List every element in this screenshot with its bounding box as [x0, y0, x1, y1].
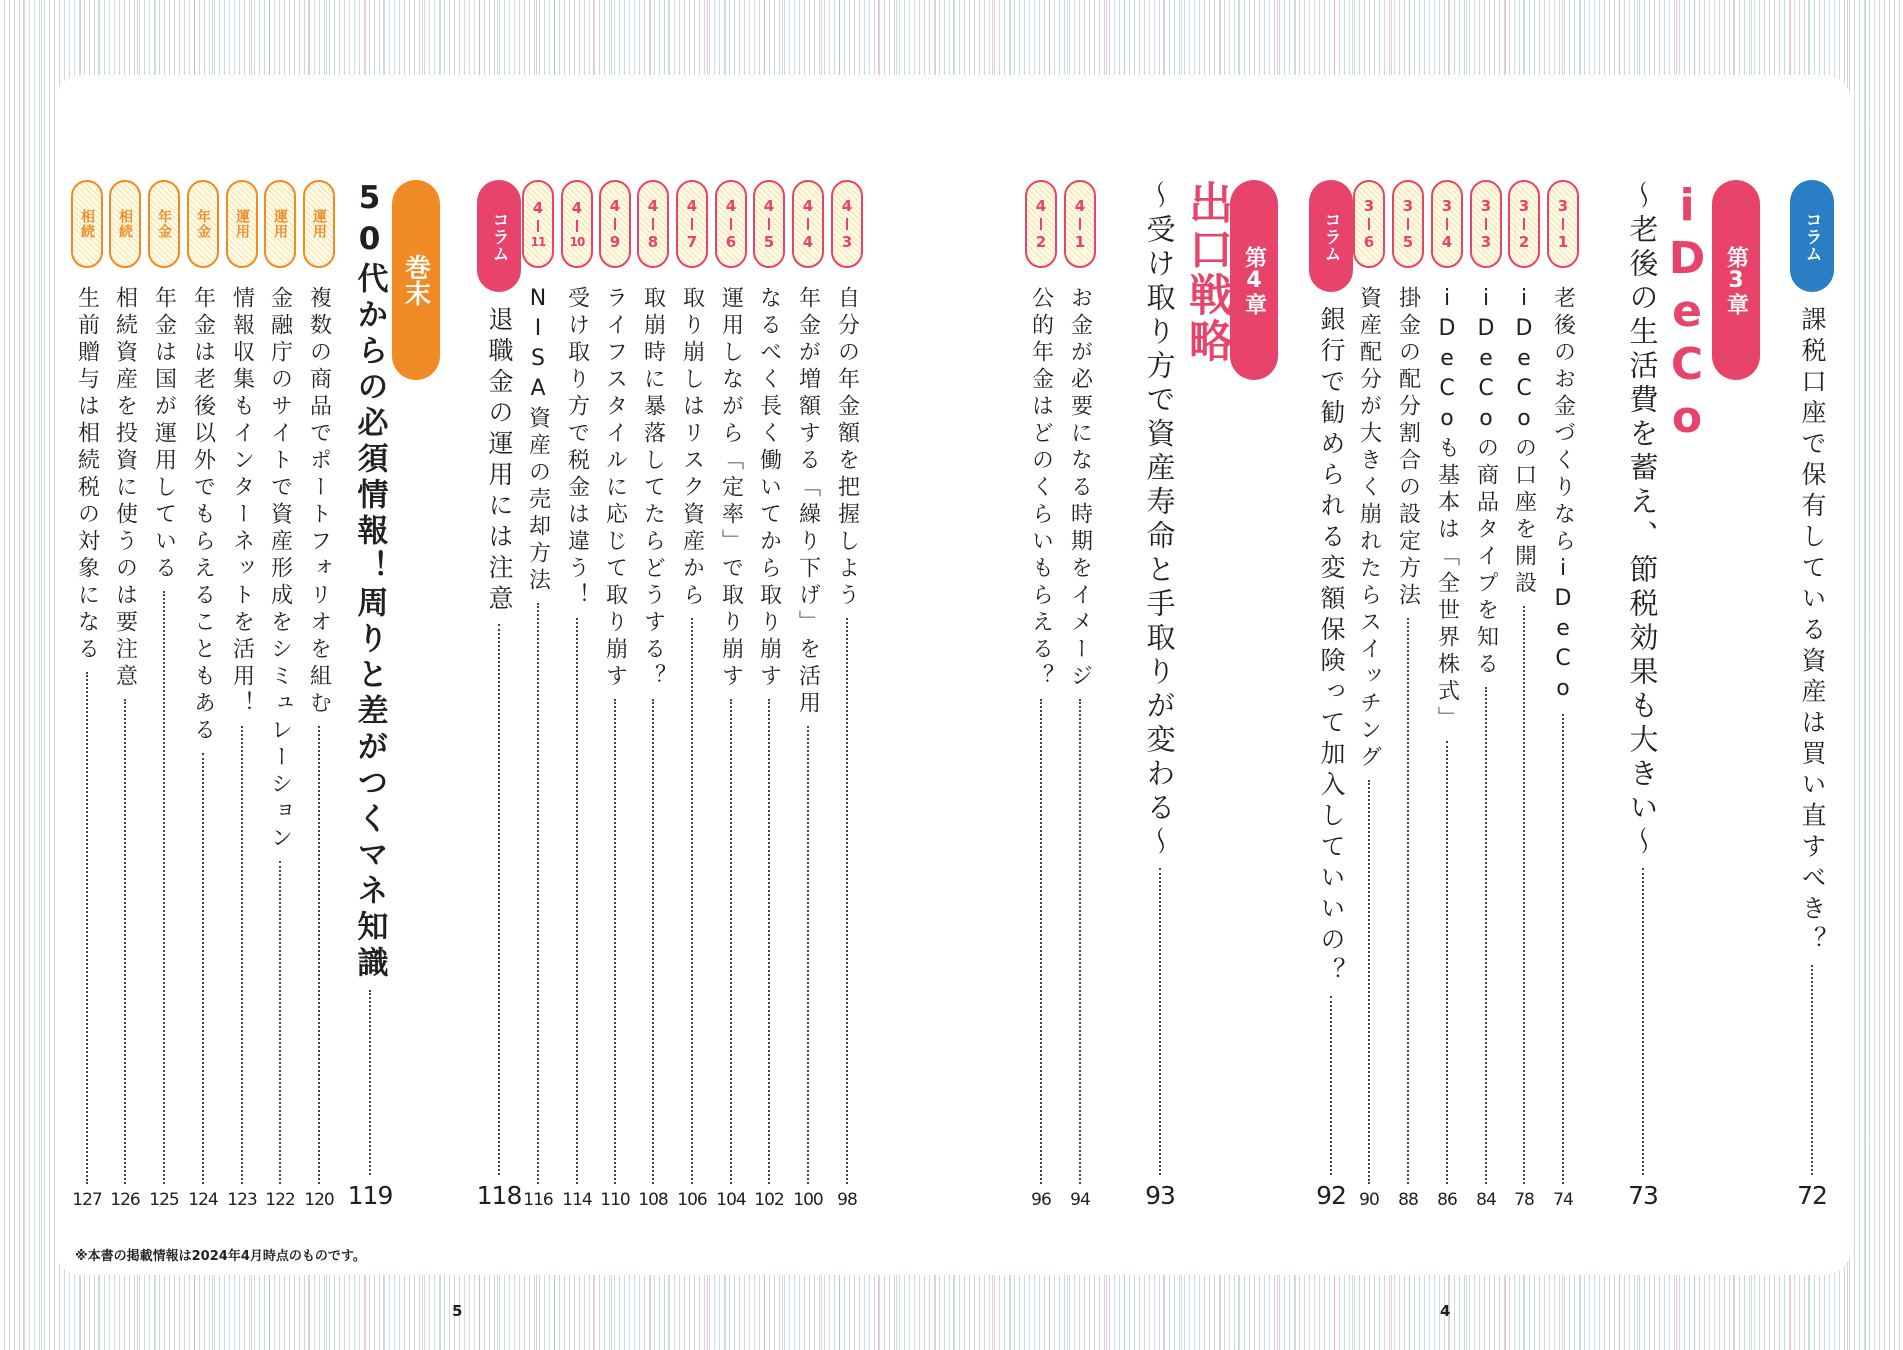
page-number: 86 [1437, 1190, 1457, 1210]
chapter-badge: 第4章 [1230, 180, 1278, 380]
separator [652, 218, 654, 230]
page-number: 120 [304, 1190, 334, 1210]
chapter-subtitle: ～受け取り方で資産寿命と手取りが変わる～ [1142, 180, 1177, 860]
section-minor: 4 [802, 233, 814, 251]
page-number: 88 [1398, 1190, 1418, 1210]
entry-title: 運用しながら「定率」で取り崩す [718, 286, 744, 691]
dotted-leader [124, 699, 126, 1184]
section-major: 4 [686, 197, 698, 215]
category-badge [226, 180, 258, 268]
dotted-leader [1485, 687, 1487, 1184]
page-number: 94 [1070, 1190, 1090, 1210]
entry-title: 取崩時に暴落してたらどうする？ [640, 286, 666, 691]
dotted-leader [652, 699, 654, 1184]
dotted-leader [1523, 606, 1525, 1184]
section-minor: 6 [1363, 233, 1375, 251]
separator [1523, 218, 1525, 230]
page-number: 123 [227, 1190, 257, 1210]
page-number-left: 5 [452, 1302, 463, 1320]
entry-title: 生前贈与は相続税の対象になる [74, 286, 100, 664]
entry-title: ライフスタイルに応じて取り崩す [602, 286, 628, 691]
dotted-leader [163, 591, 165, 1184]
section-minor: 3 [1480, 233, 1492, 251]
section-major: 4 [647, 197, 659, 215]
dotted-leader [1642, 868, 1644, 1175]
page-number: 93 [1145, 1181, 1175, 1210]
page-number: 106 [677, 1190, 707, 1210]
dotted-leader [1040, 699, 1042, 1184]
category-badge [187, 180, 219, 268]
dotted-leader [202, 753, 204, 1184]
section-major: 4 [725, 197, 737, 215]
entry-title: 複数の商品でポートフォリオを組む [306, 286, 332, 718]
entry-title: 自分の年金額を把握しよう [834, 286, 860, 610]
separator [691, 218, 693, 230]
category-label: 年金 [156, 209, 172, 239]
category-badge [148, 180, 180, 268]
section-minor: 1 [1074, 233, 1086, 251]
section-number-badge [1025, 180, 1057, 268]
entry-title: お金が必要になる時期をイメージ [1067, 286, 1093, 691]
separator [1368, 218, 1370, 230]
category-badge [303, 180, 335, 268]
separator [537, 220, 539, 232]
category-badge [264, 180, 296, 268]
section-number-badge [1064, 180, 1096, 268]
category-badge [109, 180, 141, 268]
page-number: 98 [837, 1190, 857, 1210]
page-number: 124 [188, 1190, 218, 1210]
entry-title: 老後のお金づくりならiDeCo [1550, 286, 1576, 706]
separator [768, 218, 770, 230]
dotted-leader [730, 699, 732, 1184]
entry-title: 年金は老後以外でもらえることもある [190, 286, 216, 745]
page-number: 125 [149, 1190, 179, 1210]
section-minor: 9 [609, 233, 621, 251]
chapter-badge-column [391, 180, 441, 1210]
dotted-leader [576, 618, 578, 1184]
section-number-badge [599, 180, 631, 268]
separator [576, 220, 578, 232]
chapter-subtitle-link[interactable] [1135, 180, 1185, 1210]
page-number: 110 [600, 1190, 630, 1210]
separator [614, 218, 616, 230]
dotted-leader [86, 672, 88, 1184]
entry-title: 年金は国が運用している [151, 286, 177, 583]
chapter-title: iDeCo [1661, 180, 1713, 445]
section-major: 4 [1035, 197, 1047, 215]
section-major: 4 [532, 199, 544, 217]
dotted-leader [537, 603, 539, 1184]
section-number-badge [753, 180, 785, 268]
section-minor: 10 [569, 235, 585, 249]
dotted-leader [241, 726, 243, 1184]
section-minor: 4 [1441, 233, 1453, 251]
entry-title: 受け取り方で税金は違う！ [564, 286, 590, 610]
chapter-subtitle-link[interactable] [345, 180, 395, 1210]
chapter-title-column [1181, 180, 1231, 1210]
entry-title: 公的年金はどのくらいもらえる？ [1028, 286, 1054, 691]
section-number-badge [1353, 180, 1385, 268]
entry-title: 掛金の配分割合の設定方法 [1395, 286, 1421, 610]
page-number: 73 [1628, 1181, 1658, 1210]
toc-entry[interactable] [1306, 180, 1356, 1210]
section-minor: 6 [725, 233, 737, 251]
separator [1407, 218, 1409, 230]
section-number-badge [1431, 180, 1463, 268]
section-major: 3 [1480, 197, 1492, 215]
page-number: 102 [754, 1190, 784, 1210]
chapter-subtitle-link[interactable] [1618, 180, 1668, 1210]
entry-title: 課税口座で保有している資産は買い直すべき？ [1798, 306, 1827, 957]
footnote: ※本書の掲載情報は2024年4月時点のものです。 [75, 1249, 366, 1264]
section-number-badge [831, 180, 863, 268]
dotted-leader [1330, 996, 1332, 1175]
section-number-badge [561, 180, 593, 268]
chapter-subtitle: 50代からの必須情報！周りと差がつくマネ知識 [351, 180, 388, 982]
page-number: 78 [1514, 1190, 1534, 1210]
section-major: 4 [609, 197, 621, 215]
page-number: 119 [347, 1181, 393, 1210]
separator [1562, 218, 1564, 230]
dotted-leader [846, 618, 848, 1184]
separator [1485, 218, 1487, 230]
category-label: 相続 [79, 209, 95, 239]
chapter-badge: 第3章 [1712, 180, 1760, 380]
page-number: 90 [1359, 1190, 1379, 1210]
section-minor: 2 [1035, 233, 1047, 251]
entry-title: NISA資産の売却方法 [525, 286, 551, 595]
category-label: 運用 [311, 209, 327, 239]
entry-title: 退職金の運用には注意 [485, 306, 514, 616]
section-major: 3 [1402, 197, 1414, 215]
dotted-leader [498, 624, 500, 1175]
chapter-badge-column [1711, 180, 1761, 1210]
dotted-leader [1079, 699, 1081, 1184]
page-number: 122 [265, 1190, 295, 1210]
page-number: 96 [1031, 1190, 1051, 1210]
dotted-leader [1159, 868, 1161, 1175]
category-label: 運用 [272, 209, 288, 239]
toc-entry[interactable] [62, 180, 112, 1210]
section-major: 4 [802, 197, 814, 215]
section-minor: 5 [763, 233, 775, 251]
entry-title: 情報収集もインターネットを活用！ [229, 286, 255, 718]
section-minor: 3 [841, 233, 853, 251]
page-number: 118 [476, 1181, 522, 1210]
page-number: 92 [1316, 1181, 1346, 1210]
section-minor: 11 [530, 235, 546, 249]
section-number-badge [522, 180, 554, 268]
column-badge: コラム [1309, 180, 1353, 292]
section-major: 4 [571, 199, 583, 217]
separator [807, 218, 809, 230]
section-number-badge [637, 180, 669, 268]
section-major: 3 [1557, 197, 1569, 215]
page-number: 126 [110, 1190, 140, 1210]
section-number-badge [1392, 180, 1424, 268]
section-major: 4 [841, 197, 853, 215]
dotted-leader [318, 726, 320, 1184]
category-label: 相続 [117, 209, 133, 239]
separator [1040, 218, 1042, 230]
section-major: 4 [1074, 197, 1086, 215]
entry-title: 取り崩しはリスク資産から [679, 286, 705, 610]
section-number-badge [676, 180, 708, 268]
category-label: 運用 [234, 209, 250, 239]
section-minor: 8 [647, 233, 659, 251]
dotted-leader [1562, 714, 1564, 1184]
page-number: 108 [638, 1190, 668, 1210]
separator [1446, 218, 1448, 230]
category-label: 年金 [195, 209, 211, 239]
page-number: 114 [562, 1190, 592, 1210]
entry-title: 相続資産を投資に使うのは要注意 [112, 286, 138, 691]
column-badge: コラム [1790, 180, 1834, 292]
separator [846, 218, 848, 230]
entry-title: 資産配分が大きく崩れたらスイッチング [1356, 286, 1382, 772]
section-major: 3 [1518, 197, 1530, 215]
toc-entry[interactable] [1016, 180, 1066, 1210]
page-number: 100 [793, 1190, 823, 1210]
dotted-leader [1811, 965, 1813, 1175]
section-number-badge [1508, 180, 1540, 268]
section-number-badge [1470, 180, 1502, 268]
dotted-leader [1446, 741, 1448, 1184]
section-minor: 1 [1557, 233, 1569, 251]
dotted-leader [1368, 780, 1370, 1184]
toc-entry[interactable] [474, 180, 524, 1210]
dotted-leader [369, 990, 371, 1175]
entry-title: iDeCoも基本は「全世界株式」 [1434, 286, 1460, 733]
page-number: 116 [523, 1190, 553, 1210]
dotted-leader [614, 699, 616, 1184]
chapter-title: 出口戦略 [1181, 180, 1232, 364]
entry-title: なるべく長く働いてから取り崩す [756, 286, 782, 691]
category-badge [71, 180, 103, 268]
page-number: 74 [1553, 1190, 1573, 1210]
entry-title: 銀行で勧められる変額保険って加入していいの？ [1317, 306, 1346, 988]
page-number: 84 [1476, 1190, 1496, 1210]
section-major: 3 [1363, 197, 1375, 215]
page-number: 72 [1797, 1181, 1827, 1210]
chapter-title-column [1662, 180, 1712, 1210]
dotted-leader [807, 726, 809, 1184]
dotted-leader [768, 699, 770, 1184]
separator [730, 218, 732, 230]
page-number: 127 [72, 1190, 102, 1210]
chapter-badge: 巻末 [392, 180, 440, 380]
section-major: 3 [1441, 197, 1453, 215]
chapter-subtitle: ～老後の生活費を蓄え、節税効果も大きい～ [1625, 180, 1660, 860]
section-major: 4 [763, 197, 775, 215]
section-number-badge [792, 180, 824, 268]
separator [1079, 218, 1081, 230]
section-minor: 5 [1402, 233, 1414, 251]
dotted-leader [691, 618, 693, 1184]
toc-entry[interactable] [1787, 180, 1837, 1210]
section-number-badge [715, 180, 747, 268]
entry-title: iDeCoの口座を開設 [1511, 286, 1537, 598]
page-number-right: 4 [1440, 1302, 1451, 1320]
dotted-leader [1407, 618, 1409, 1184]
entry-title: 金融庁のサイトで資産形成をシミュレーション [267, 286, 293, 853]
column-badge: コラム [477, 180, 521, 292]
page-number: 104 [716, 1190, 746, 1210]
section-number-badge [1547, 180, 1579, 268]
dotted-leader [279, 861, 281, 1184]
entry-title: 年金が増額する「繰り下げ」を活用 [795, 286, 821, 718]
entry-title: iDeCoの商品タイプを知る [1473, 286, 1499, 679]
section-minor: 7 [686, 233, 698, 251]
section-minor: 2 [1518, 233, 1530, 251]
